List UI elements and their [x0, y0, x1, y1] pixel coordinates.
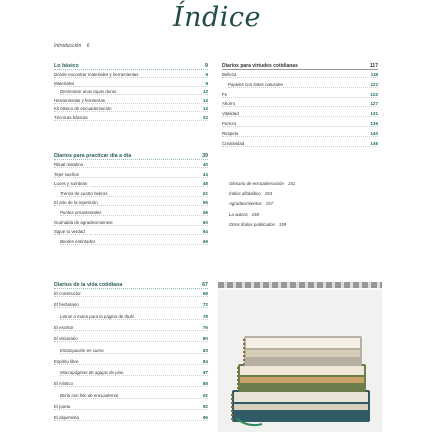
toc-entry — [54, 220, 208, 226]
toc-entry-label: Letras a mano para la página de título — [60, 313, 134, 319]
toc-entry — [54, 162, 208, 168]
toc-entry — [222, 72, 378, 78]
toc-entry-page: 14 — [202, 106, 208, 112]
toc-entry — [54, 106, 208, 112]
toc-subentry — [60, 191, 208, 197]
toc-entry — [54, 200, 208, 206]
back-matter-entry — [229, 181, 295, 186]
toc-entry — [54, 415, 208, 421]
toc-entry-page: 51 — [202, 190, 208, 196]
toc-entry-label: Papeles con tintes naturales — [228, 81, 284, 87]
toc-entry-label: Marcapáginas de agujas de pino — [60, 370, 124, 376]
toc-entry-label: Dónde encontrar materiales y herramientas — [54, 72, 139, 77]
toc-entry — [54, 98, 208, 104]
toc-entry — [54, 172, 208, 178]
toc-entry-page: 91 — [202, 392, 208, 398]
toc-subentry — [60, 210, 208, 216]
toc-entry — [54, 325, 208, 331]
toc-subentry — [60, 89, 208, 95]
section-basics-page: 9 — [205, 63, 208, 69]
toc-entry-label: Ahorro — [222, 101, 236, 107]
toc-entry-page: 80 — [202, 336, 208, 342]
section-daily-page: 67 — [202, 282, 208, 288]
back-matter-page: 153 — [264, 191, 273, 197]
toc-entry-page: 44 — [202, 171, 208, 177]
toc-entry-page: 72 — [202, 302, 208, 308]
section-daily-title: Diarios de la vida cotidiana — [54, 282, 123, 288]
back-matter-label: Otros títulos publicados — [229, 221, 275, 227]
back-matter-page: 158 — [251, 211, 259, 217]
toc-entry-page: 84 — [202, 358, 208, 364]
toc-entry-label: Belleza — [222, 72, 237, 77]
section-virtues-page: 117 — [369, 63, 378, 69]
section-basics-title: Lo básico — [54, 63, 79, 69]
toc-entry-label: El arte de la repetición — [54, 200, 98, 206]
toc-entry-label: Vitalidad — [222, 111, 239, 117]
toc-entry — [54, 291, 208, 297]
toc-entry-page: 76 — [202, 324, 208, 330]
toc-entry — [54, 302, 208, 308]
toc-entry-page: 56 — [202, 210, 208, 215]
back-matter-page: 157 — [265, 201, 274, 207]
toc-entry — [222, 121, 378, 127]
back-matter-label: La autora — [229, 211, 248, 217]
toc-entry-label: El místico — [54, 381, 74, 387]
toc-entry — [54, 115, 208, 121]
toc-entry — [222, 131, 378, 137]
intro-entry — [54, 43, 89, 49]
toc-entry-page: 88 — [202, 381, 208, 387]
toc-entry — [222, 141, 378, 147]
back-matter-page: 159 — [278, 221, 287, 227]
toc-entry-label: Pureza — [222, 121, 236, 126]
toc-entry-page: 92 — [202, 404, 208, 409]
back-matter-entry — [229, 212, 259, 217]
toc-subentry — [60, 370, 208, 376]
section-virtues-heading — [222, 63, 378, 70]
section-virtues-title: Diarios para virtudes cotidianas — [222, 63, 298, 69]
toc-entry — [54, 72, 208, 78]
stacked-books-illustration — [218, 282, 382, 432]
toc-entry — [222, 101, 378, 107]
toc-entry-page: 55 — [202, 200, 208, 206]
back-matter-label: Agradecimientos — [229, 201, 262, 207]
toc-entry-label: Herramientas y ferreterías — [54, 97, 105, 103]
toc-entry-label: El herbolario — [54, 302, 79, 308]
toc-entry-label: El alquimista — [54, 415, 79, 421]
toc-subentry — [60, 239, 208, 245]
toc-subentry — [228, 82, 378, 88]
toc-entry-label: El constructor — [54, 291, 81, 296]
toc-entry-label: Materiales — [54, 80, 75, 86]
toc-entry-page: 9 — [205, 80, 208, 86]
toc-entry-label: Fe — [222, 91, 228, 97]
intro-page: 6 — [86, 43, 90, 49]
toc-entry-label: Borla con hilo de encuadernar — [60, 392, 119, 398]
toc-entry-page: 135 — [370, 121, 378, 126]
toc-entry-page: 66 — [202, 238, 208, 244]
toc-entry — [54, 181, 208, 187]
toc-entry-label: Técnicas básicas — [54, 115, 88, 120]
toc-entry — [54, 229, 208, 235]
toc-entry-page: 12 — [202, 89, 208, 95]
toc-entry-label: Estampación en cuero — [60, 347, 104, 353]
back-matter-entry — [229, 201, 273, 206]
toc-entry-page: 122 — [370, 91, 378, 97]
toc-subentry — [60, 348, 208, 354]
toc-entry-page: 83 — [202, 347, 208, 353]
toc-entry — [54, 404, 208, 410]
toc-entry-page: 40 — [202, 162, 208, 167]
page-title: Índice — [172, 2, 262, 33]
toc-entry-page: 60 — [202, 219, 208, 225]
toc-entry-page: 121 — [370, 81, 378, 87]
toc-entry-page: 68 — [202, 291, 208, 296]
toc-subentry — [60, 393, 208, 399]
toc-entry-page: 118 — [370, 72, 378, 77]
toc-entry-label: Luces y sombras — [54, 181, 88, 187]
toc-entry-page: 87 — [202, 370, 208, 376]
toc-entry-label: Sigue tu verdad — [54, 229, 85, 235]
toc-entry-label: Bordes entintados — [60, 238, 96, 244]
toc-entry-label: Puntos ornamentales — [60, 210, 102, 215]
intro-label: Introducción — [54, 43, 82, 49]
toc-entry-label: El escritor — [54, 324, 74, 330]
toc-entry-label: El poeta — [54, 404, 71, 409]
toc-entry-page: 22 — [202, 115, 208, 120]
toc-entry — [54, 381, 208, 387]
toc-entry-page: 9 — [205, 72, 208, 77]
back-matter-entry — [229, 222, 286, 227]
toc-entry-page: 48 — [202, 181, 208, 187]
toc-entry — [54, 81, 208, 87]
toc-entry-page: 127 — [370, 101, 378, 107]
toc-entry-page: 140 — [370, 130, 378, 136]
toc-entry — [54, 336, 208, 342]
toc-entry-page: 131 — [370, 111, 378, 117]
toc-entry-page: 64 — [202, 229, 208, 235]
section-practice-heading — [54, 153, 208, 160]
toc-entry-label: Creatividad — [222, 140, 245, 146]
toc-entry-label: Kit básico de encuadernación — [54, 106, 112, 112]
journals-photo — [218, 282, 382, 432]
section-practice-title: Diarios para practicar día a día — [54, 153, 132, 159]
toc-entry-label: Tejer sueños — [54, 171, 79, 177]
section-daily-heading — [54, 282, 208, 289]
toc-entry-page: 146 — [370, 140, 378, 146]
toc-entry-label: Respeto — [222, 130, 239, 136]
back-matter-label: Glosario de encuadernación — [229, 181, 284, 186]
toc-entry-label: El visionario — [54, 336, 78, 342]
toc-subentry — [60, 314, 208, 320]
toc-entry-label: Trenza de cuatro hebras — [60, 190, 108, 196]
back-matter-label: Índice alfabético — [229, 191, 261, 197]
back-matter-page: 151 — [287, 181, 296, 186]
toc-entry — [222, 111, 378, 117]
toc-entry-label: Guirnalda de agradecimientos — [54, 219, 113, 225]
toc-entry-label: Ritual matutino — [54, 162, 84, 167]
section-basics-heading — [54, 63, 208, 70]
toc-entry-label: Espíritu libre — [54, 358, 79, 364]
toc-entry-page: 14 — [202, 97, 208, 103]
toc-entry-label: Desmontar unas tapas duras — [60, 89, 117, 95]
section-practice-page: 39 — [202, 153, 208, 159]
toc-entry-page: 75 — [202, 313, 208, 319]
back-matter-entry — [229, 191, 272, 196]
toc-entry-page: 96 — [202, 415, 208, 421]
toc-entry — [54, 359, 208, 365]
toc-entry — [222, 92, 378, 98]
